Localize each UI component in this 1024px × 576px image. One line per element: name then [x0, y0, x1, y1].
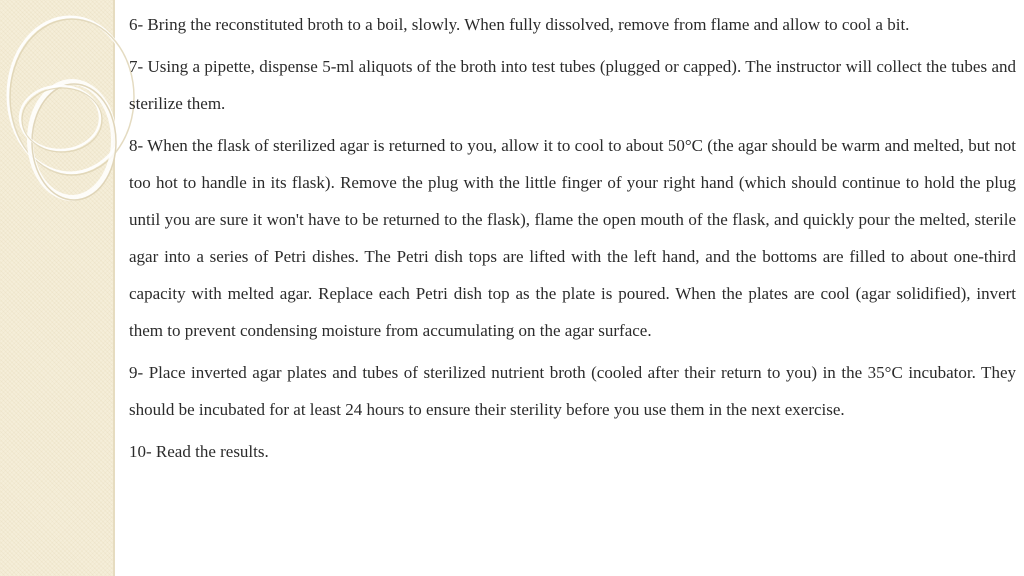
- step-9-text: 9- Place inverted agar plates and tubes of sterilized nutrient broth (cooled after their return to you) in the 35°C incubator. They should be incubated for at least 24 hours to ensure their sterility before you use them in the next exercise.: [129, 363, 1016, 419]
- step-6-text: 6- Bring the reconstituted broth to a boil, slowly. When fully dissolved, remove from flame and allow to cool a bit.: [129, 15, 910, 34]
- step-8-text: 8- When the flask of sterilized agar is returned to you, allow it to cool to about 50°C (the agar should be warm and melted, but not too hot to handle in its flask). Remove the plug with the little finger of your right hand (which should continue to hold the plug until you are sure it won't have to be returned to the flask), flame the open mouth of the flask, and quickly pour the melted, sterile agar into a series of Petri dishes. The Petri dish tops are lifted with the left hand, and the bottoms are filled to about one-third capacity with melted agar. Replace each Petri dish top as the plate is poured. When the plates are cool (agar solidified), invert them to prevent condensing moisture from accumulating on the agar surface.: [129, 136, 1016, 340]
- step-10-text: 10- Read the results.: [129, 442, 269, 461]
- step-7-text: 7- Using a pipette, dispense 5-ml aliquots of the broth into test tubes (plugged or capped). The instructor will collect the tubes and sterilize them.: [129, 57, 1016, 113]
- ring-medium-shadow: [32, 84, 116, 200]
- procedure-steps: [129, 6, 1016, 475]
